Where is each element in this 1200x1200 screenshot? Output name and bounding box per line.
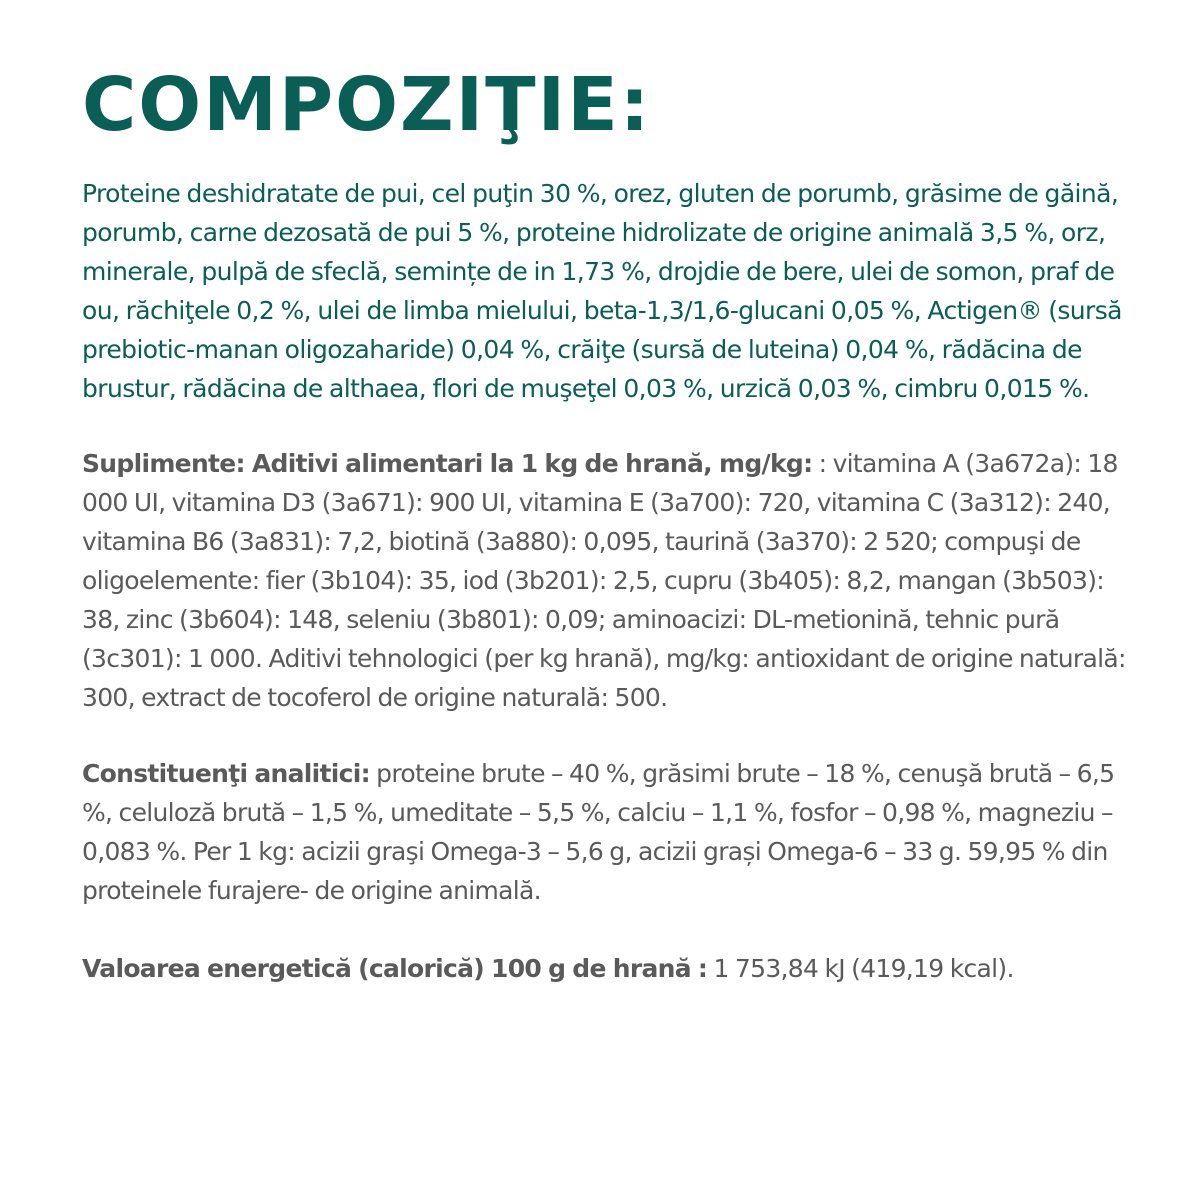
ingredients-paragraph: Proteine deshidratate de pui, cel puţin 30 %, orez, gluten de porumb, grăsime de găină, porumb, carne dezosată de pui 5 %, proteine hidrolizate de origine animală 3,5 %, orz, minerale, pulpă de sfeclă, semințe de in 1,73 %, drojdie de bere, ulei de somon, praf de ou, răchiţele 0,2 %, ulei de limba mielului, beta-1,3/1,6-glucani 0,05 %, Actigen® (sursă prebiotic-manan oligozaharide) 0,04 %, crăiţe (sursă de luteina) 0,04 %, rădăcina de brustur, rădăcina de althaea, flori de muşeţel 0,03 %, urzică 0,03 %, cimbru 0,015 %. [82, 179, 1122, 403]
energy-value-paragraph [82, 949, 1142, 988]
analytic-constituents-paragraph [82, 754, 1142, 910]
analytic-constituents-text: proteine brute – 40 %, grăsimi brute – 18 %, cenuşă brută – 6,5 %, celuloză brută – 1,5 %, umeditate – 5,5 %, calciu – 1,1 %, fosfor – 0,98 %, magneziu – 0,083 %. Per 1 kg: acizii graşi Omega-3 – 5,6 g, acizii grași Omega-6 – 33 g. 59,95 % din proteinele furajere- de origine animală. [82, 759, 1115, 905]
energy-value-text: 1 753,84 kJ (419,19 kcal). [707, 954, 1014, 983]
supplements-label: Suplimente: Aditivi alimentari la 1 kg de hrană, mg/kg: [82, 449, 813, 478]
analytic-constituents-label: Constituenţi analitici: [82, 759, 370, 788]
composition-sheet [82, 62, 1142, 988]
supplements-text: : vitamina A (3a672a): 18 000 UI, vitamina D3 (3a671): 900 UI, vitamina E (3a700): 720, vitamina C (3a312): 240, vitamina B6 (3a831): 7,2, biotină (3a880): 0,095, taurină (3a370): 2 520; compuşi de oligoelemente: fier (3b104): 35, iod (3b201): 2,5, cupru (3b405): 8,2, mangan (3b503): 38, zinc (3b604): 148, seleniu (3b801): 0,09; aminoacizi: DL-metionină, tehnic pură (3c301): 1 000. Aditivi tehnologici (per kg hrană), mg/kg: antioxidant de origine naturală: 300, extract de tocoferol de origine naturală: 500. [82, 449, 1126, 712]
page-title: COMPOZIŢIE: [82, 62, 652, 148]
supplements-paragraph [82, 444, 1142, 717]
energy-value-label: Valoarea energetică (calorică) 100 g de hrană : [82, 954, 708, 983]
